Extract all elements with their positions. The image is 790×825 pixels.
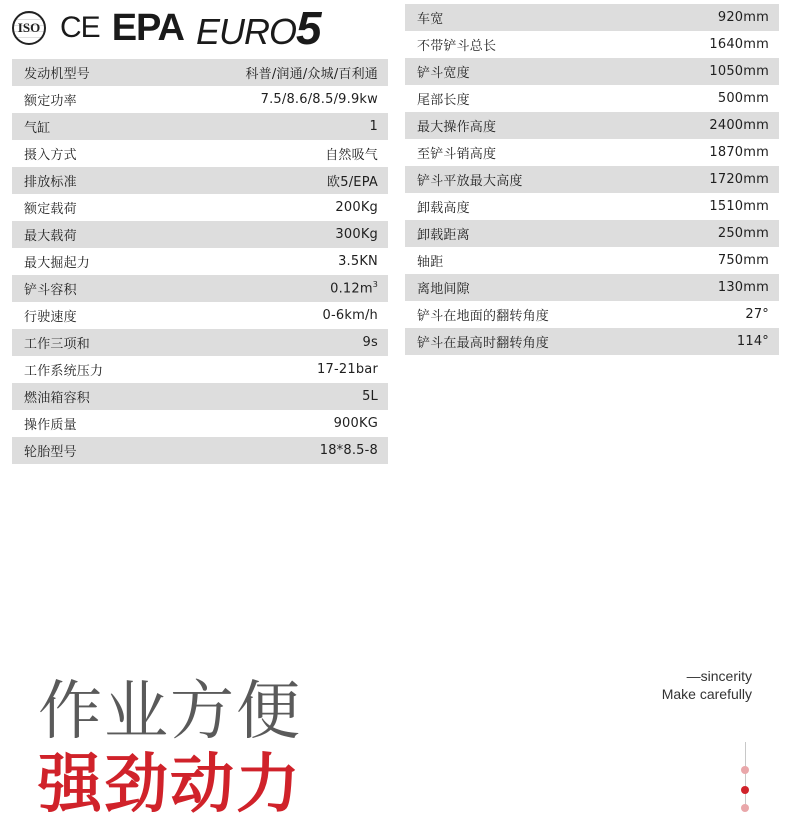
spec-row — [405, 85, 779, 112]
certification-logos — [12, 2, 392, 54]
spec-value-text: 9s — [362, 335, 378, 350]
slogan-convenient: 作业方便 — [38, 675, 302, 749]
spec-row — [405, 274, 779, 301]
spec-value-text: 自然吸气 — [325, 148, 378, 163]
spec-value — [330, 280, 378, 296]
spec-value — [335, 200, 378, 215]
spec-value-text: 0-6km/h — [322, 308, 378, 323]
spec-label: 卸载距离 — [417, 228, 470, 243]
spec-value-text: 18*8.5-8 — [319, 443, 378, 458]
decorative-line — [745, 742, 746, 811]
spec-label: 尾部长度 — [417, 93, 470, 108]
euro5-mark — [196, 1, 321, 55]
spec-row — [405, 247, 779, 274]
spec-value — [335, 227, 378, 242]
decorative-dot-active — [741, 786, 749, 794]
spec-row — [405, 220, 779, 247]
spec-label: 轴距 — [417, 255, 444, 270]
spec-value — [745, 307, 769, 322]
spec-value — [718, 10, 769, 25]
ce-mark: CE — [60, 11, 100, 44]
spec-label: 操作质量 — [24, 418, 77, 433]
spec-row — [405, 31, 779, 58]
spec-row — [405, 112, 779, 139]
spec-value — [709, 118, 769, 133]
decorative-dot — [741, 766, 749, 774]
spec-label: 铲斗平放最大高度 — [417, 174, 523, 189]
spec-label: 气缸 — [24, 121, 51, 136]
spec-value — [245, 63, 378, 82]
spec-value-text: 500mm — [717, 91, 769, 106]
spec-value-text: 200Kg — [335, 200, 378, 215]
spec-value-text: 300Kg — [335, 227, 378, 242]
spec-value — [370, 119, 378, 134]
spec-row — [12, 329, 388, 356]
spec-label: 铲斗容积 — [24, 283, 77, 298]
spec-row — [12, 113, 388, 140]
spec-value — [718, 226, 769, 241]
spec-value — [327, 171, 378, 190]
spec-value-text: 1 — [369, 119, 378, 134]
spec-value-text: 1510mm — [709, 199, 769, 214]
spec-label: 燃油箱容积 — [24, 391, 91, 406]
tagline-make-carefully: Make carefully — [661, 686, 752, 702]
spec-value-text: 1870mm — [709, 145, 769, 160]
spec-value-text: 0.12m — [330, 281, 373, 297]
spec-row — [405, 328, 779, 355]
spec-value — [718, 253, 769, 268]
spec-value — [338, 254, 378, 269]
spec-label: 铲斗在地面的翻转角度 — [417, 309, 550, 324]
spec-row — [12, 194, 388, 221]
spec-label: 铲斗在最高时翻转角度 — [417, 336, 550, 351]
spec-value — [362, 389, 378, 404]
spec-label: 不带铲斗总长 — [417, 39, 497, 54]
spec-row — [12, 302, 388, 329]
spec-row — [12, 410, 388, 437]
spec-row — [405, 139, 779, 166]
spec-value-text: 130mm — [717, 280, 769, 295]
spec-label: 工作三项和 — [24, 337, 91, 352]
spec-row — [12, 248, 388, 275]
spec-table-right — [405, 4, 779, 355]
spec-value — [363, 335, 378, 350]
spec-row — [405, 58, 779, 85]
euro-number: 5 — [296, 2, 321, 54]
spec-label: 摄入方式 — [24, 148, 77, 163]
spec-value-text: 17-21bar — [317, 362, 378, 377]
spec-label: 卸载高度 — [417, 201, 470, 216]
spec-value-text: 1640mm — [709, 37, 769, 52]
spec-row — [405, 193, 779, 220]
spec-value-text: 科普/润通/众城/百利通 — [245, 67, 378, 82]
spec-value-text: 3.5KN — [338, 254, 378, 269]
spec-label: 离地间隙 — [417, 282, 470, 297]
spec-value — [325, 144, 378, 163]
spec-value-text: 2400mm — [709, 118, 769, 133]
spec-value — [709, 199, 769, 214]
spec-value-text: 114° — [736, 334, 769, 349]
spec-value-text: 920mm — [717, 10, 769, 25]
spec-row — [12, 356, 388, 383]
spec-value — [709, 172, 769, 187]
spec-label: 排放标准 — [24, 175, 77, 190]
spec-row — [405, 4, 779, 31]
spec-value — [718, 91, 769, 106]
spec-value-text: 1720mm — [709, 172, 769, 187]
spec-label: 发动机型号 — [24, 67, 91, 82]
spec-value — [317, 362, 378, 377]
spec-value-text: 1050mm — [709, 64, 769, 79]
spec-value — [709, 145, 769, 160]
spec-value-text: 250mm — [717, 226, 769, 241]
tagline — [662, 667, 752, 703]
spec-label: 铲斗宽度 — [417, 66, 470, 81]
spec-table-left — [12, 59, 388, 464]
spec-value-text: 900KG — [333, 416, 378, 431]
spec-value — [709, 64, 769, 79]
spec-row — [12, 221, 388, 248]
spec-value — [323, 308, 378, 323]
spec-label: 行驶速度 — [24, 310, 77, 325]
spec-label: 车宽 — [417, 12, 444, 27]
spec-value — [320, 443, 378, 458]
spec-label: 轮胎型号 — [24, 445, 77, 460]
spec-row — [12, 167, 388, 194]
spec-label: 至铲斗销高度 — [417, 147, 497, 162]
iso-logo: ISO — [12, 11, 46, 45]
spec-row — [405, 166, 779, 193]
spec-row — [12, 275, 388, 302]
epa-mark: EPA — [111, 6, 185, 49]
spec-value-text: 27° — [745, 307, 769, 322]
spec-label: 工作系统压力 — [24, 364, 104, 379]
spec-label: 额定载荷 — [24, 202, 77, 217]
spec-label: 最大操作高度 — [417, 120, 497, 135]
spec-value — [737, 334, 769, 349]
spec-label: 最大载荷 — [24, 229, 77, 244]
spec-value-text: 750mm — [717, 253, 769, 268]
spec-row — [12, 437, 388, 464]
spec-row — [405, 301, 779, 328]
spec-value — [334, 416, 378, 431]
spec-row — [12, 59, 388, 86]
spec-value-superscript: 3 — [372, 280, 378, 290]
spec-label: 最大掘起力 — [24, 256, 91, 271]
spec-value-text: 5L — [362, 389, 378, 404]
spec-value — [261, 92, 378, 107]
spec-row — [12, 383, 388, 410]
spec-label: 额定功率 — [24, 94, 77, 109]
slogan-power: 强劲动力 — [38, 748, 302, 822]
spec-row — [12, 86, 388, 113]
spec-row — [12, 140, 388, 167]
spec-value — [718, 280, 769, 295]
spec-value-text: 7.5/8.6/8.5/9.9kw — [260, 92, 378, 107]
spec-value-text: 欧5/EPA — [327, 175, 378, 190]
spec-value — [709, 37, 769, 52]
tagline-sincerity: —sincerity — [686, 668, 752, 684]
euro-text: EURO — [196, 11, 297, 52]
